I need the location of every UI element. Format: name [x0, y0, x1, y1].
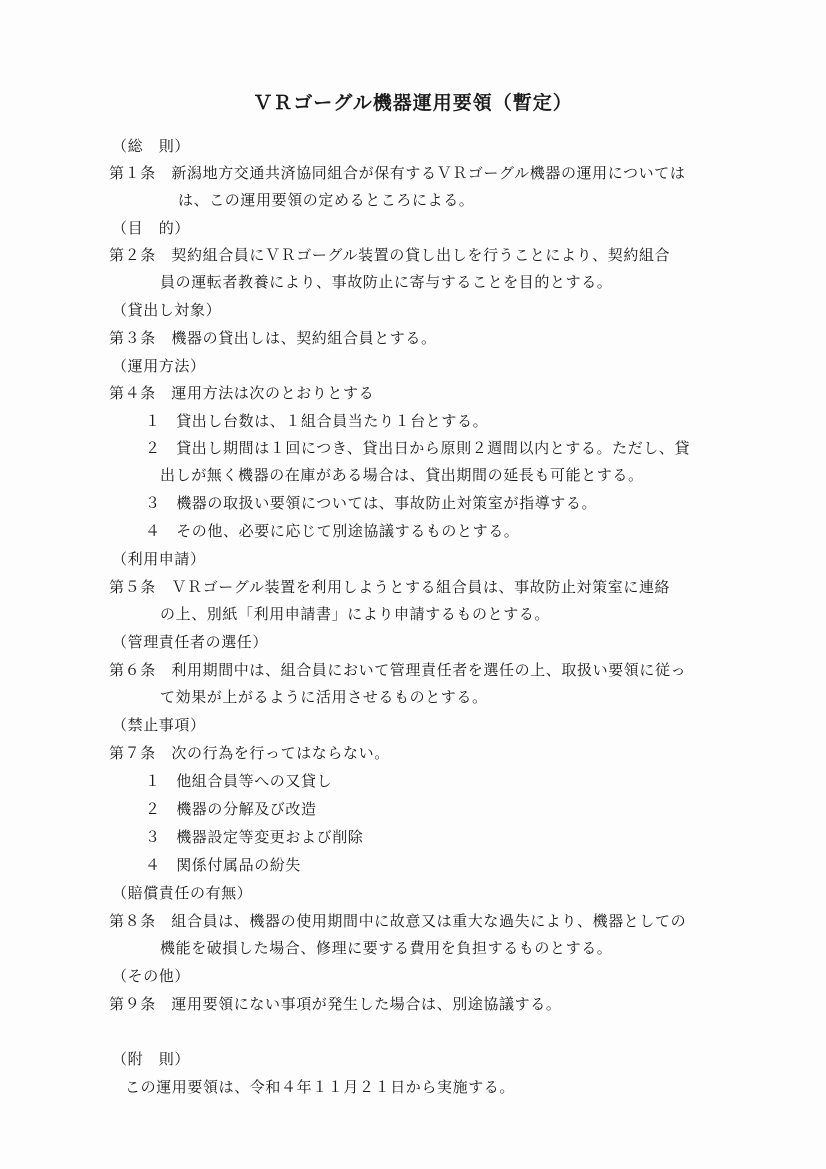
article-7-item-1: １ 他組合員等への又貸し: [145, 772, 333, 790]
article-2-line-1: 第２条 契約組合員にＶＲゴーグル装置の貸し出しを行うことにより、契約組合: [109, 246, 671, 264]
article-3-line-1: 第３条 機器の貸出しは、契約組合員とする。: [109, 329, 437, 347]
section-heading-lending-target: （貸出し対象）: [112, 301, 222, 319]
supplementary-line-1: この運用要領は、令和４年１１月２１日から実施する。: [125, 1078, 516, 1096]
section-heading-general: （総 則）: [112, 137, 191, 155]
article-7-item-2: ２ 機器の分解及び改造: [145, 800, 317, 818]
article-9-line-1: 第９条 運用要領にない事項が発生した場合は、別途協議する。: [109, 995, 562, 1013]
article-2-line-2: 員の運転者教養により、事故防止に寄与することを目的とする。: [160, 273, 613, 291]
section-heading-supplementary: （附 則）: [112, 1050, 191, 1068]
section-heading-application: （利用申請）: [112, 550, 206, 568]
article-8-line-2: 機能を破損した場合、修理に要する費用を負担するものとする。: [160, 939, 613, 957]
article-5-line-2: の上、別紙「利用申請書」により申請するものとする。: [160, 605, 551, 623]
article-6-line-1: 第６条 利用期間中は、組合員において管理責任者を選任の上、取扱い要領に従っ: [109, 661, 687, 679]
article-7-line-1: 第７条 次の行為を行ってはならない。: [109, 744, 390, 762]
section-heading-other: （その他）: [112, 967, 191, 985]
article-4-item-2-line-1: ２ 貸出し期間は１回につき、貸出日から原則２週間以内とする。ただし、貸: [145, 439, 691, 457]
document-title: ＶＲゴーグル機器運用要領（暫定）: [253, 92, 573, 114]
article-6-line-2: て効果が上がるように活用させるものとする。: [160, 688, 488, 706]
article-1-line-1: 第１条 新潟地方交通共済協同組合が保有するＶＲゴーグル機器の運用については: [109, 164, 686, 182]
section-heading-operation: （運用方法）: [112, 357, 206, 375]
article-4-item-1: １ 貸出し台数は、１組合員当たり１台とする。: [145, 412, 489, 430]
article-4-line-1: 第４条 運用方法は次のとおりとする: [109, 384, 375, 402]
article-4-item-2-line-2: 出しが無く機器の在庫がある場合は、貸出期間の延長も可能とする。: [160, 466, 644, 484]
section-heading-manager: （管理責任者の選任）: [112, 633, 269, 651]
article-1-line-2: は、この運用要領の定めるところによる。: [178, 191, 475, 209]
article-7-item-3: ３ 機器設定等変更および削除: [145, 828, 364, 846]
article-4-item-3: ３ 機器の取扱い要領については、事故防止対策室が指導する。: [145, 494, 598, 512]
section-heading-liability: （賠償責任の有無）: [112, 884, 253, 902]
section-heading-prohibited: （禁止事項）: [112, 716, 206, 734]
article-4-item-4: ４ その他、必要に応じて別途協議するものとする。: [145, 522, 520, 540]
article-8-line-1: 第８条 組合員は、機器の使用期間中に故意又は重大な過失により、機器としての: [109, 912, 687, 930]
article-5-line-1: 第５条 ＶＲゴーグル装置を利用しようとする組合員は、事故防止対策室に連絡: [109, 578, 671, 596]
section-heading-purpose: （目 的）: [112, 219, 191, 237]
article-7-item-4: ４ 関係付属品の紛失: [145, 856, 302, 874]
